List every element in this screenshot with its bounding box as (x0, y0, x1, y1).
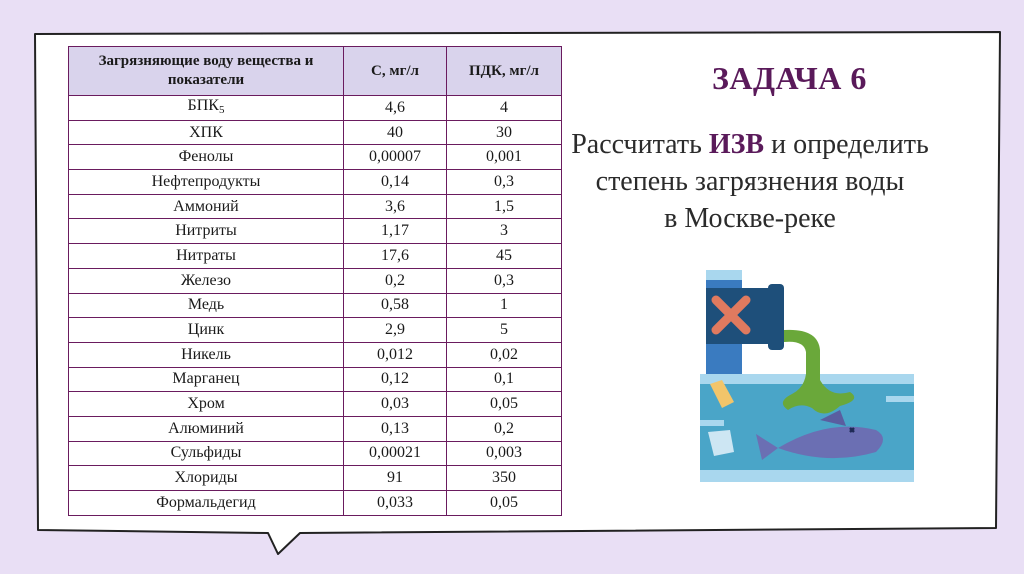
concentration-cell: 0,00007 (344, 145, 447, 170)
substance-name: Аммоний (173, 197, 239, 215)
substance-cell (69, 367, 344, 392)
table-row (69, 145, 562, 170)
table-row (69, 96, 562, 121)
substance-cell (69, 120, 344, 145)
substance-cell (69, 170, 344, 195)
task-line-3: в Москве-реке (664, 203, 836, 234)
table-row (69, 170, 562, 195)
mpc-cell: 30 (447, 120, 562, 145)
concentration-cell: 0,2 (344, 268, 447, 293)
substance-cell (69, 268, 344, 293)
task-line-1-end: и определить (764, 129, 929, 160)
header-substances: Загрязняющие воду вещества и показатели (69, 47, 344, 96)
table-row (69, 293, 562, 318)
substance-name: Формальдегид (156, 493, 256, 511)
task-title: ЗАДАЧА 6 (712, 60, 867, 96)
substance-name: Сульфиды (170, 444, 242, 462)
substance-cell (69, 342, 344, 367)
header-concentration: С, мг/л (344, 47, 447, 96)
concentration-cell: 2,9 (344, 318, 447, 343)
substance-name: Хром (187, 395, 225, 413)
concentration-cell: 0,012 (344, 342, 447, 367)
substance-name: Цинк (187, 321, 225, 339)
mpc-cell: 350 (447, 466, 562, 491)
substance-name: Марганец (172, 370, 240, 388)
concentration-cell: 17,6 (344, 244, 447, 269)
table-row (69, 219, 562, 244)
task-description (560, 126, 940, 237)
substance-name: Алюминий (168, 419, 244, 437)
table-row (69, 441, 562, 466)
concentration-cell: 0,12 (344, 367, 447, 392)
substance-subscript: 5 (218, 103, 225, 116)
substance-name: Нефтепродукты (151, 172, 261, 190)
table-row (69, 268, 562, 293)
mpc-cell: 5 (447, 318, 562, 343)
mpc-cell: 3 (447, 219, 562, 244)
substance-cell (69, 491, 344, 516)
mpc-cell: 0,003 (447, 441, 562, 466)
mpc-cell: 1,5 (447, 194, 562, 219)
mpc-cell: 45 (447, 244, 562, 269)
task-line-1-start: Рассчитать (571, 129, 709, 160)
mpc-cell: 1 (447, 293, 562, 318)
mpc-cell: 0,1 (447, 367, 562, 392)
table-row (69, 491, 562, 516)
substance-name: ХПК (189, 123, 223, 141)
mpc-cell: 0,02 (447, 342, 562, 367)
substance-cell (69, 145, 344, 170)
task-line-1 (560, 126, 940, 163)
mpc-cell: 4 (447, 96, 562, 121)
polluted-water-pipe-icon (700, 270, 920, 486)
substance-name: БПК (187, 96, 219, 114)
concentration-cell: 40 (344, 120, 447, 145)
substance-cell (69, 194, 344, 219)
task-keyword: ИЗВ (708, 129, 765, 160)
table-row (69, 342, 562, 367)
mpc-cell: 0,001 (447, 145, 562, 170)
mpc-cell: 0,3 (447, 170, 562, 195)
table-row (69, 120, 562, 145)
substance-cell (69, 441, 344, 466)
substance-cell (69, 318, 344, 343)
concentration-cell: 0,14 (344, 170, 447, 195)
mpc-cell: 0,3 (447, 268, 562, 293)
concentration-cell: 0,033 (344, 491, 447, 516)
table-row (69, 367, 562, 392)
substance-cell (69, 466, 344, 491)
concentration-cell: 1,17 (344, 219, 447, 244)
mpc-cell: 0,05 (447, 491, 562, 516)
concentration-cell: 4,6 (344, 96, 447, 121)
concentration-cell: 0,13 (344, 416, 447, 441)
concentration-cell: 0,58 (344, 293, 447, 318)
substance-cell (69, 392, 344, 417)
substance-name: Фенолы (178, 148, 234, 166)
substance-name: Нитраты (176, 246, 236, 264)
table-header-row (69, 47, 562, 96)
substance-name: Никель (181, 345, 231, 363)
substance-name: Хлориды (174, 469, 238, 487)
concentration-cell: 91 (344, 466, 447, 491)
substance-name: Нитриты (175, 222, 237, 240)
substance-name: Железо (180, 271, 232, 289)
table-row (69, 466, 562, 491)
task-line-2: степень загрязнения воды (595, 166, 905, 197)
header-mpc: ПДК, мг/л (447, 47, 562, 96)
concentration-cell: 0,00021 (344, 441, 447, 466)
concentration-cell: 0,03 (344, 392, 447, 417)
substance-cell (69, 219, 344, 244)
table-row (69, 194, 562, 219)
pollutants-table (68, 46, 562, 516)
mpc-cell: 0,05 (447, 392, 562, 417)
substance-cell (69, 244, 344, 269)
substance-cell (69, 293, 344, 318)
substance-cell (69, 416, 344, 441)
table-row (69, 392, 562, 417)
substance-cell (69, 96, 344, 121)
concentration-cell: 3,6 (344, 194, 447, 219)
mpc-cell: 0,2 (447, 416, 562, 441)
table-row (69, 416, 562, 441)
table-row (69, 318, 562, 343)
table-row (69, 244, 562, 269)
substance-name: Медь (187, 296, 225, 314)
